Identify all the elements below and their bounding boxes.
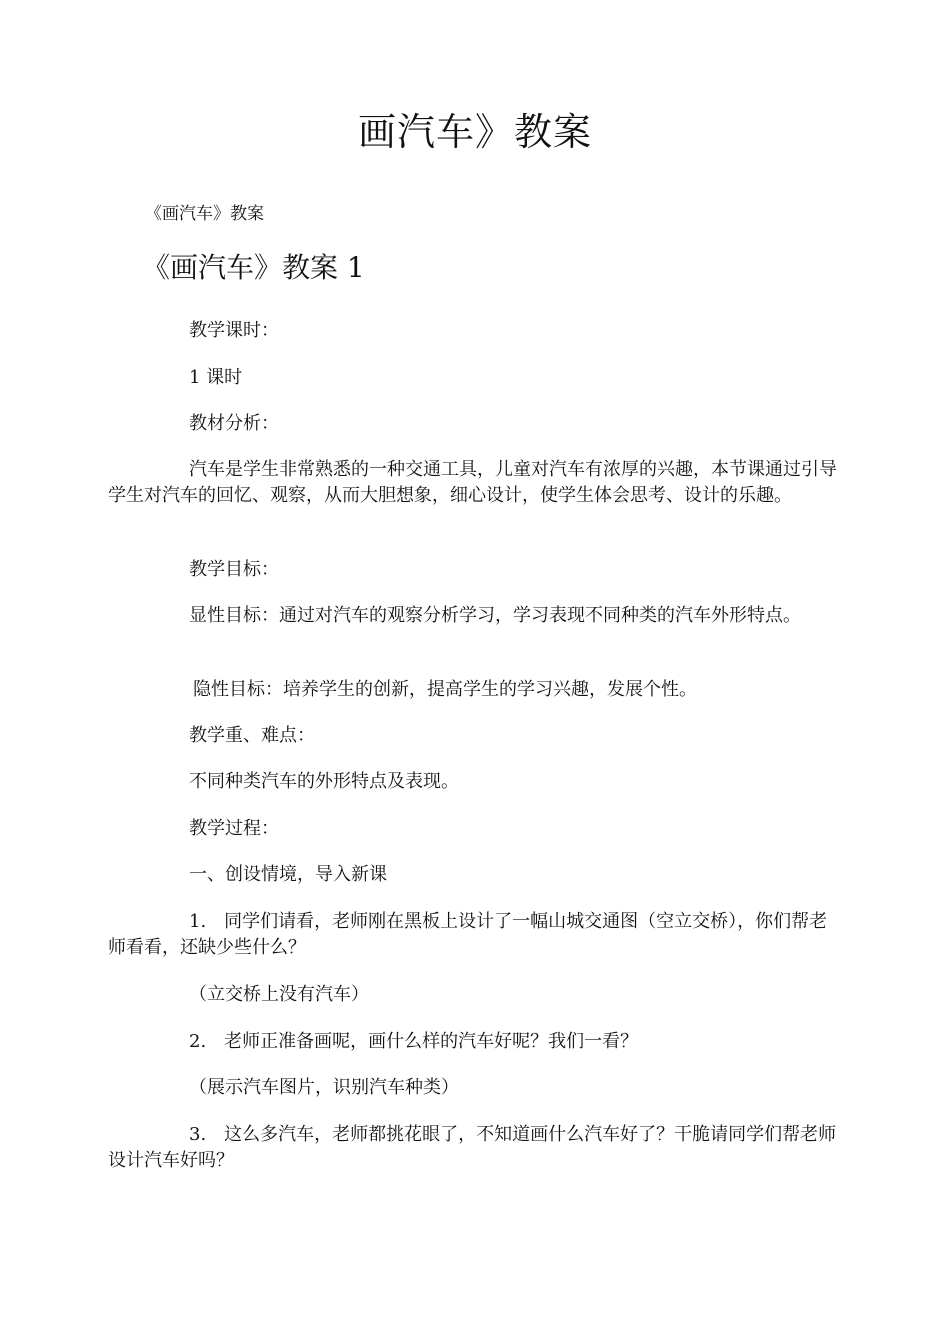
- paragraph-teaching-goals-label: 教学目标：: [189, 559, 279, 580]
- paragraph-step-2-note: （展示汽车图片，识别汽车种类）: [189, 1077, 459, 1098]
- paragraph-material-analysis-label: 教材分析：: [189, 413, 279, 434]
- paragraph-material-analysis: 汽车是学生非常熟悉的一种交通工具，儿童对汽车有浓厚的兴趣，本节课通过引导学生对汽车的回忆、观察，从而大胆想象，细心设计，使学生体会思考、设计的乐趣。: [108, 459, 837, 506]
- paragraph-step-one-heading: 一、创设情境，导入新课: [189, 864, 387, 885]
- paragraph-explicit-goal: 显性目标：通过对汽车的观察分析学习，学习表现不同种类的汽车外形特点。: [189, 605, 801, 626]
- section-heading: 《画汽车》教案 1: [142, 251, 365, 284]
- paragraph-key-points: 不同种类汽车的外形特点及表现。: [189, 771, 459, 792]
- document-subtitle: 《画汽车》教案: [145, 204, 264, 224]
- paragraph-step-2: 2. 老师正准备画呢，画什么样的汽车好呢？我们一看？: [189, 1031, 639, 1052]
- paragraph-key-points-label: 教学重、难点：: [189, 725, 315, 746]
- paragraph-lesson-hours-label: 教学课时：: [189, 320, 279, 341]
- paragraph-step-1-note: （立交桥上没有汽车）: [189, 984, 369, 1005]
- paragraph-step-1: 1. 同学们请看，老师刚在黑板上设计了一幅山城交通图（空立交桥），你们帮老师看看，还缺少些什么？: [108, 911, 828, 958]
- paragraph-lesson-hours-value: 1 课时: [189, 367, 243, 388]
- paragraph-step-3: 3. 这么多汽车，老师都挑花眼了，不知道画什么汽车好了？干脆请同学们帮老师设计汽车好吗？: [108, 1124, 837, 1171]
- page-title: 画汽车》教案: [357, 110, 592, 154]
- paragraph-teaching-process-label: 教学过程：: [189, 818, 279, 839]
- paragraph-implicit-goal: 隐性目标：培养学生的创新，提高学生的学习兴趣，发展个性。: [193, 679, 697, 700]
